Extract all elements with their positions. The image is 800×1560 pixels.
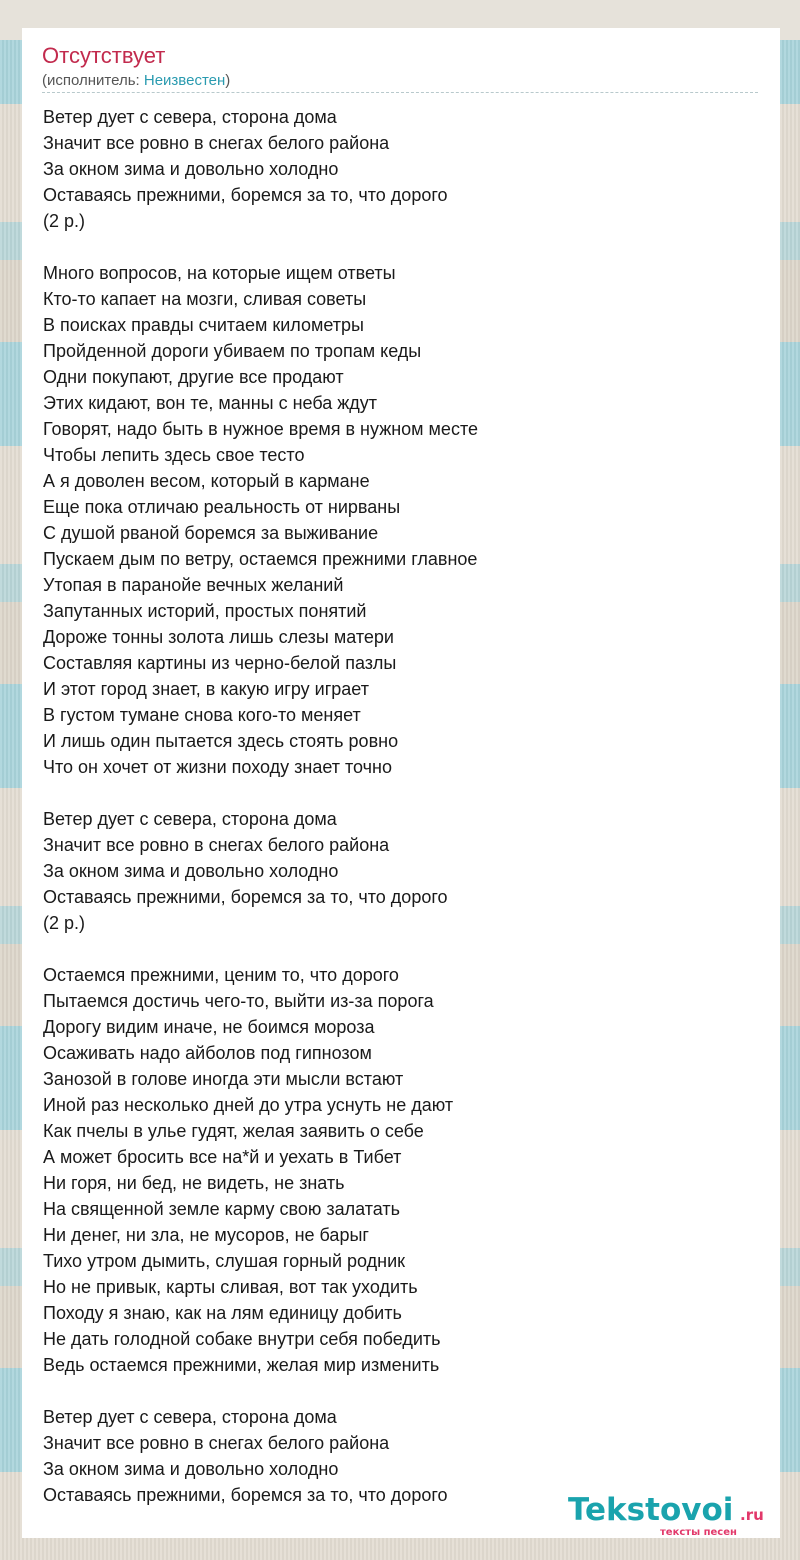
- lyrics-stanza: [43, 260, 760, 780]
- lyric-line: Дороже тонны золота лишь слезы матери: [43, 627, 394, 647]
- lyric-line: Не дать голодной собаке внутри себя победить: [43, 1329, 441, 1349]
- song-artist-line: [42, 70, 760, 92]
- lyric-line: Оставаясь прежними, боремся за то, что дорого: [43, 887, 448, 907]
- lyric-line: Занозой в голове иногда эти мысли встают: [43, 1069, 404, 1089]
- lyric-line: Ни денег, ни зла, не мусоров, не барыг: [43, 1225, 369, 1245]
- lyric-line: Ни горя, ни бед, не видеть, не знать: [43, 1173, 345, 1193]
- lyric-line: Еще пока отличаю реальность от нирваны: [43, 497, 401, 517]
- lyric-line: Что он хочет от жизни походу знает точно: [43, 757, 392, 777]
- lyric-line: Одни покупают, другие все продают: [43, 367, 344, 387]
- song-title: Отсутствует: [42, 43, 166, 68]
- lyric-line: Значит все ровно в снегах белого района: [43, 835, 390, 855]
- artist-suffix: ): [225, 72, 231, 89]
- lyrics-stanza: [43, 104, 760, 234]
- lyric-line: Много вопросов, на которые ищем ответы: [43, 263, 396, 283]
- lyric-line: Говорят, надо быть в нужное время в нужном месте: [43, 419, 478, 439]
- lyric-line: За окном зима и довольно холодно: [43, 861, 339, 881]
- artist-link[interactable]: Неизвестен: [143, 72, 226, 89]
- lyric-line: И этот город знает, в какую игру играет: [43, 679, 369, 699]
- lyric-line: Но не привык, карты сливая, вот так уходить: [43, 1277, 418, 1297]
- lyric-line: За окном зима и довольно холодно: [43, 159, 339, 179]
- lyric-line: Пройденной дороги убиваем по тропам кеды: [43, 341, 422, 361]
- artist-prefix: (исполнитель:: [42, 72, 144, 89]
- logo-tagline: тексты песен: [660, 1527, 737, 1538]
- lyric-line: Запутанных историй, простых понятий: [43, 601, 367, 621]
- lyric-line: Оставаясь прежними, боремся за то, что дорого: [43, 185, 448, 205]
- lyric-line: Оставаясь прежними, боремся за то, что дорого: [43, 1485, 448, 1505]
- lyric-line: Чтобы лепить здесь свое тесто: [43, 445, 305, 465]
- lyric-line: Кто-то капает на мозги, сливая советы: [43, 289, 367, 309]
- lyric-line: Как пчелы в улье гудят, желая заявить о себе: [43, 1121, 424, 1141]
- lyric-line: В густом тумане снова кого-то меняет: [43, 705, 361, 725]
- lyric-line: Тихо утром дымить, слушая горный родник: [43, 1251, 406, 1271]
- lyric-line: Пытаемся достичь чего-то, выйти из-за порога: [43, 991, 434, 1011]
- lyrics-stanza: [43, 806, 760, 936]
- lyric-line: Составляя картины из черно-белой пазлы: [43, 653, 397, 673]
- lyric-line: Походу я знаю, как на лям единицу добить: [43, 1303, 402, 1323]
- lyric-line: А я доволен весом, который в кармане: [43, 471, 370, 491]
- lyric-line: В поисках правды считаем километры: [43, 315, 364, 335]
- lyric-line: Ветер дует с севера, сторона дома: [43, 107, 337, 127]
- song-header: [42, 42, 760, 92]
- site-logo[interactable]: [568, 1492, 778, 1540]
- lyric-line: Дорогу видим иначе, не боимся мороза: [43, 1017, 375, 1037]
- lyric-line: На священной земле карму свою залатать: [43, 1199, 401, 1219]
- lyric-line: Этих кидают, вон те, манны с неба ждут: [43, 393, 378, 413]
- lyric-line: А может бросить все на*й и уехать в Тибет: [43, 1147, 402, 1167]
- lyric-line: Значит все ровно в снегах белого района: [43, 1433, 390, 1453]
- lyric-line: Значит все ровно в снегах белого района: [43, 133, 390, 153]
- lyrics-text: [43, 104, 760, 1534]
- lyric-line: С душой рваной боремся за выживание: [43, 523, 379, 543]
- lyric-line: За окном зима и довольно холодно: [43, 1459, 339, 1479]
- lyric-line: И лишь один пытается здесь стоять ровно: [43, 731, 399, 751]
- lyrics-card: [22, 28, 780, 1538]
- lyric-line: Утопая в паранойе вечных желаний: [43, 575, 344, 595]
- header-divider: [42, 92, 758, 93]
- lyric-line: Ветер дует с севера, сторона дома: [43, 1407, 337, 1427]
- lyrics-stanza: [43, 962, 760, 1378]
- logo-tld: .ru: [740, 1506, 764, 1524]
- lyric-line: (2 р.): [43, 211, 86, 231]
- lyric-line: Осаживать надо айболов под гипнозом: [43, 1043, 372, 1063]
- logo-wordmark: Tekstovoi: [568, 1492, 734, 1528]
- lyric-line: Остаемся прежними, ценим то, что дорого: [43, 965, 399, 985]
- lyric-line: Ветер дует с севера, сторона дома: [43, 809, 337, 829]
- lyric-line: Иной раз несколько дней до утра уснуть не дают: [43, 1095, 454, 1115]
- lyric-line: (2 р.): [43, 913, 86, 933]
- lyric-line: Пускаем дым по ветру, остаемся прежними главное: [43, 549, 478, 569]
- lyric-line: Ведь остаемся прежними, желая мир изменить: [43, 1355, 440, 1375]
